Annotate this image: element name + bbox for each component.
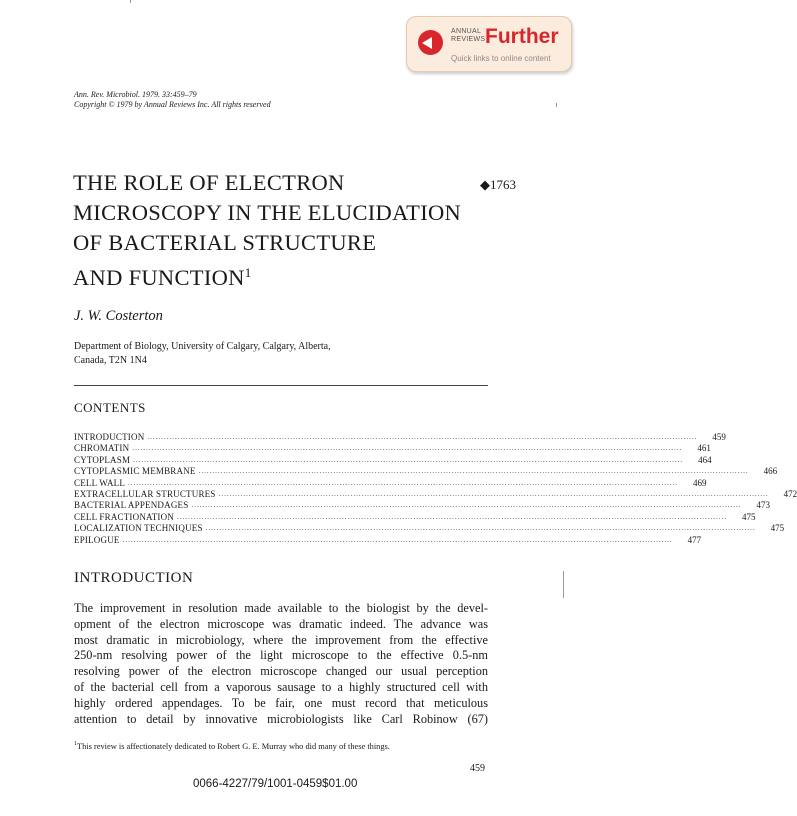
article-code: ◆1763 <box>480 177 516 192</box>
introduction-heading: INTRODUCTION <box>74 570 194 586</box>
toc-leader-dots: ........................................................................................................................................................................................................ <box>132 444 683 453</box>
title-line: OF BACTERIAL STRUCTURE <box>73 230 377 255</box>
toc-leader-dots: ........................................................................................................................................................................................................ <box>133 455 684 464</box>
page-number: 459 <box>470 763 485 774</box>
toc-entry-page: 472 <box>783 488 797 499</box>
toc-leader-dots: ........................................................................................................................................................................................................ <box>122 535 673 544</box>
toc-entry[interactable] <box>74 500 770 511</box>
banner-subtitle: Quick links to online content <box>451 54 551 63</box>
footnote-text: This review is affectionately dedicated to Robert G. E. Murray who did many of these things. <box>77 741 390 751</box>
body-text-line: resolving power of the electron microscope changed our usual perception <box>74 664 488 679</box>
scan-mark <box>130 0 131 3</box>
toc-entry[interactable] <box>74 432 726 443</box>
author-name: J. W. Costerton <box>74 308 163 324</box>
body-text-line: attention to detail by innovative microbiologists like Carl Robinow (67) <box>74 711 488 726</box>
body-text-line: of the bacterial cell from a vaporous sausage to a highly structured cell with <box>74 679 488 694</box>
toc-entry-label: LOCALIZATION TECHNIQUES <box>74 523 203 534</box>
divider <box>74 385 488 386</box>
footnote-mark: 1 <box>74 741 77 747</box>
body-text-line: 250-nm resolving power of the light microscope to the effective 0.5-nm <box>74 648 488 663</box>
toc-entry-page: 477 <box>687 534 702 545</box>
toc-entry[interactable] <box>74 511 756 523</box>
toc-entry[interactable] <box>74 454 712 466</box>
toc-entry-label: INTRODUCTION <box>74 432 145 442</box>
scan-mark <box>556 103 557 107</box>
citation-copyright: Copyright © 1979 by Annual Reviews Inc. All rights reserved <box>74 100 271 109</box>
footnote <box>74 741 488 751</box>
toc-leader-dots: ........................................................................................................................................................................................................ <box>218 489 769 498</box>
body-text-line: most dramatic in microbiology, where the improvement from the effective <box>74 632 488 647</box>
title-footnote-mark[interactable]: 1 <box>244 265 252 280</box>
body-text-line: opment of the electron microscope was dramatic indeed. The advance was <box>74 616 488 631</box>
toc-entry-page: 475 <box>742 511 756 522</box>
introduction-body <box>74 601 488 727</box>
affiliation-line: Canada, T2N 1N4 <box>74 355 147 366</box>
toc-leader-dots: ........................................................................................................................................................................................................ <box>205 524 756 533</box>
citation-journal: Ann. Rev. Microbiol. 1979. 33:459–79 <box>74 90 197 99</box>
toc-entry-label: BACTERIAL APPENDAGES <box>74 500 189 511</box>
banner-brand <box>451 28 485 44</box>
toc-entry-label: EXTRACELLULAR STRUCTURES <box>74 488 216 499</box>
toc-entry-page: 475 <box>770 523 785 534</box>
toc-leader-dots: ........................................................................................................................................................................................................ <box>177 512 728 521</box>
banner-title: Further <box>485 25 559 48</box>
toc-entry-page: 469 <box>693 477 707 488</box>
toc-entry-page: 459 <box>712 432 726 442</box>
toc-entry-page: 464 <box>698 454 712 465</box>
body-text-line: The improvement in resolution made available to the biologist by the devel- <box>74 601 488 615</box>
issn-code: 0066-4227/79/1001-0459$01.00 <box>193 778 358 790</box>
toc-entry-label: CELL WALL <box>74 477 126 488</box>
table-of-contents <box>74 432 797 546</box>
title-line <box>73 258 461 293</box>
toc-entry[interactable] <box>74 488 797 500</box>
toc-leader-dots: ........................................................................................................................................................................................................ <box>198 467 749 476</box>
scan-mark <box>563 571 564 598</box>
toc-entry-label: CELL FRACTIONATION <box>74 511 175 522</box>
toc-entry-label: CYTOPLASMIC MEMBRANE <box>74 466 196 477</box>
toc-entry-page: 473 <box>756 500 770 511</box>
affiliation-line: Department of Biology, University of Calgary, Calgary, Alberta, <box>74 341 331 352</box>
annual-reviews-logo-icon <box>418 30 443 55</box>
author-affiliation <box>74 340 331 368</box>
toc-entry[interactable] <box>74 534 702 546</box>
toc-entry-page: 461 <box>697 443 711 454</box>
toc-leader-dots: ........................................................................................................................................................................................................ <box>147 433 698 441</box>
annual-reviews-further-banner[interactable] <box>406 16 572 72</box>
body-text-line: highly ordered appendages. To be fair, one must record that meticulous <box>74 695 488 710</box>
title-line: THE ROLE OF ELECTRON <box>73 170 345 195</box>
toc-entry-label: CYTOPLASM <box>74 454 131 465</box>
toc-entry[interactable] <box>74 523 785 534</box>
banner-brand-line1: ANNUAL <box>451 28 482 35</box>
toc-entry[interactable] <box>74 443 711 454</box>
contents-heading: CONTENTS <box>74 400 146 415</box>
title-line: MICROSCOPY IN THE ELUCIDATION <box>73 200 462 225</box>
toc-leader-dots: ........................................................................................................................................................................................................ <box>191 501 742 510</box>
citation <box>74 90 271 110</box>
toc-entry[interactable] <box>74 477 707 489</box>
toc-entry-label: CHROMATIN <box>74 443 130 454</box>
title-line-text: AND FUNCTION <box>73 265 245 290</box>
banner-brand-line2: REVIEWS <box>451 36 486 43</box>
toc-leader-dots: ........................................................................................................................................................................................................ <box>128 478 679 487</box>
toc-entry-label: EPILOGUE <box>74 534 120 545</box>
toc-entry-page: 466 <box>763 466 778 477</box>
article-title <box>73 168 461 293</box>
toc-entry[interactable] <box>74 466 778 477</box>
